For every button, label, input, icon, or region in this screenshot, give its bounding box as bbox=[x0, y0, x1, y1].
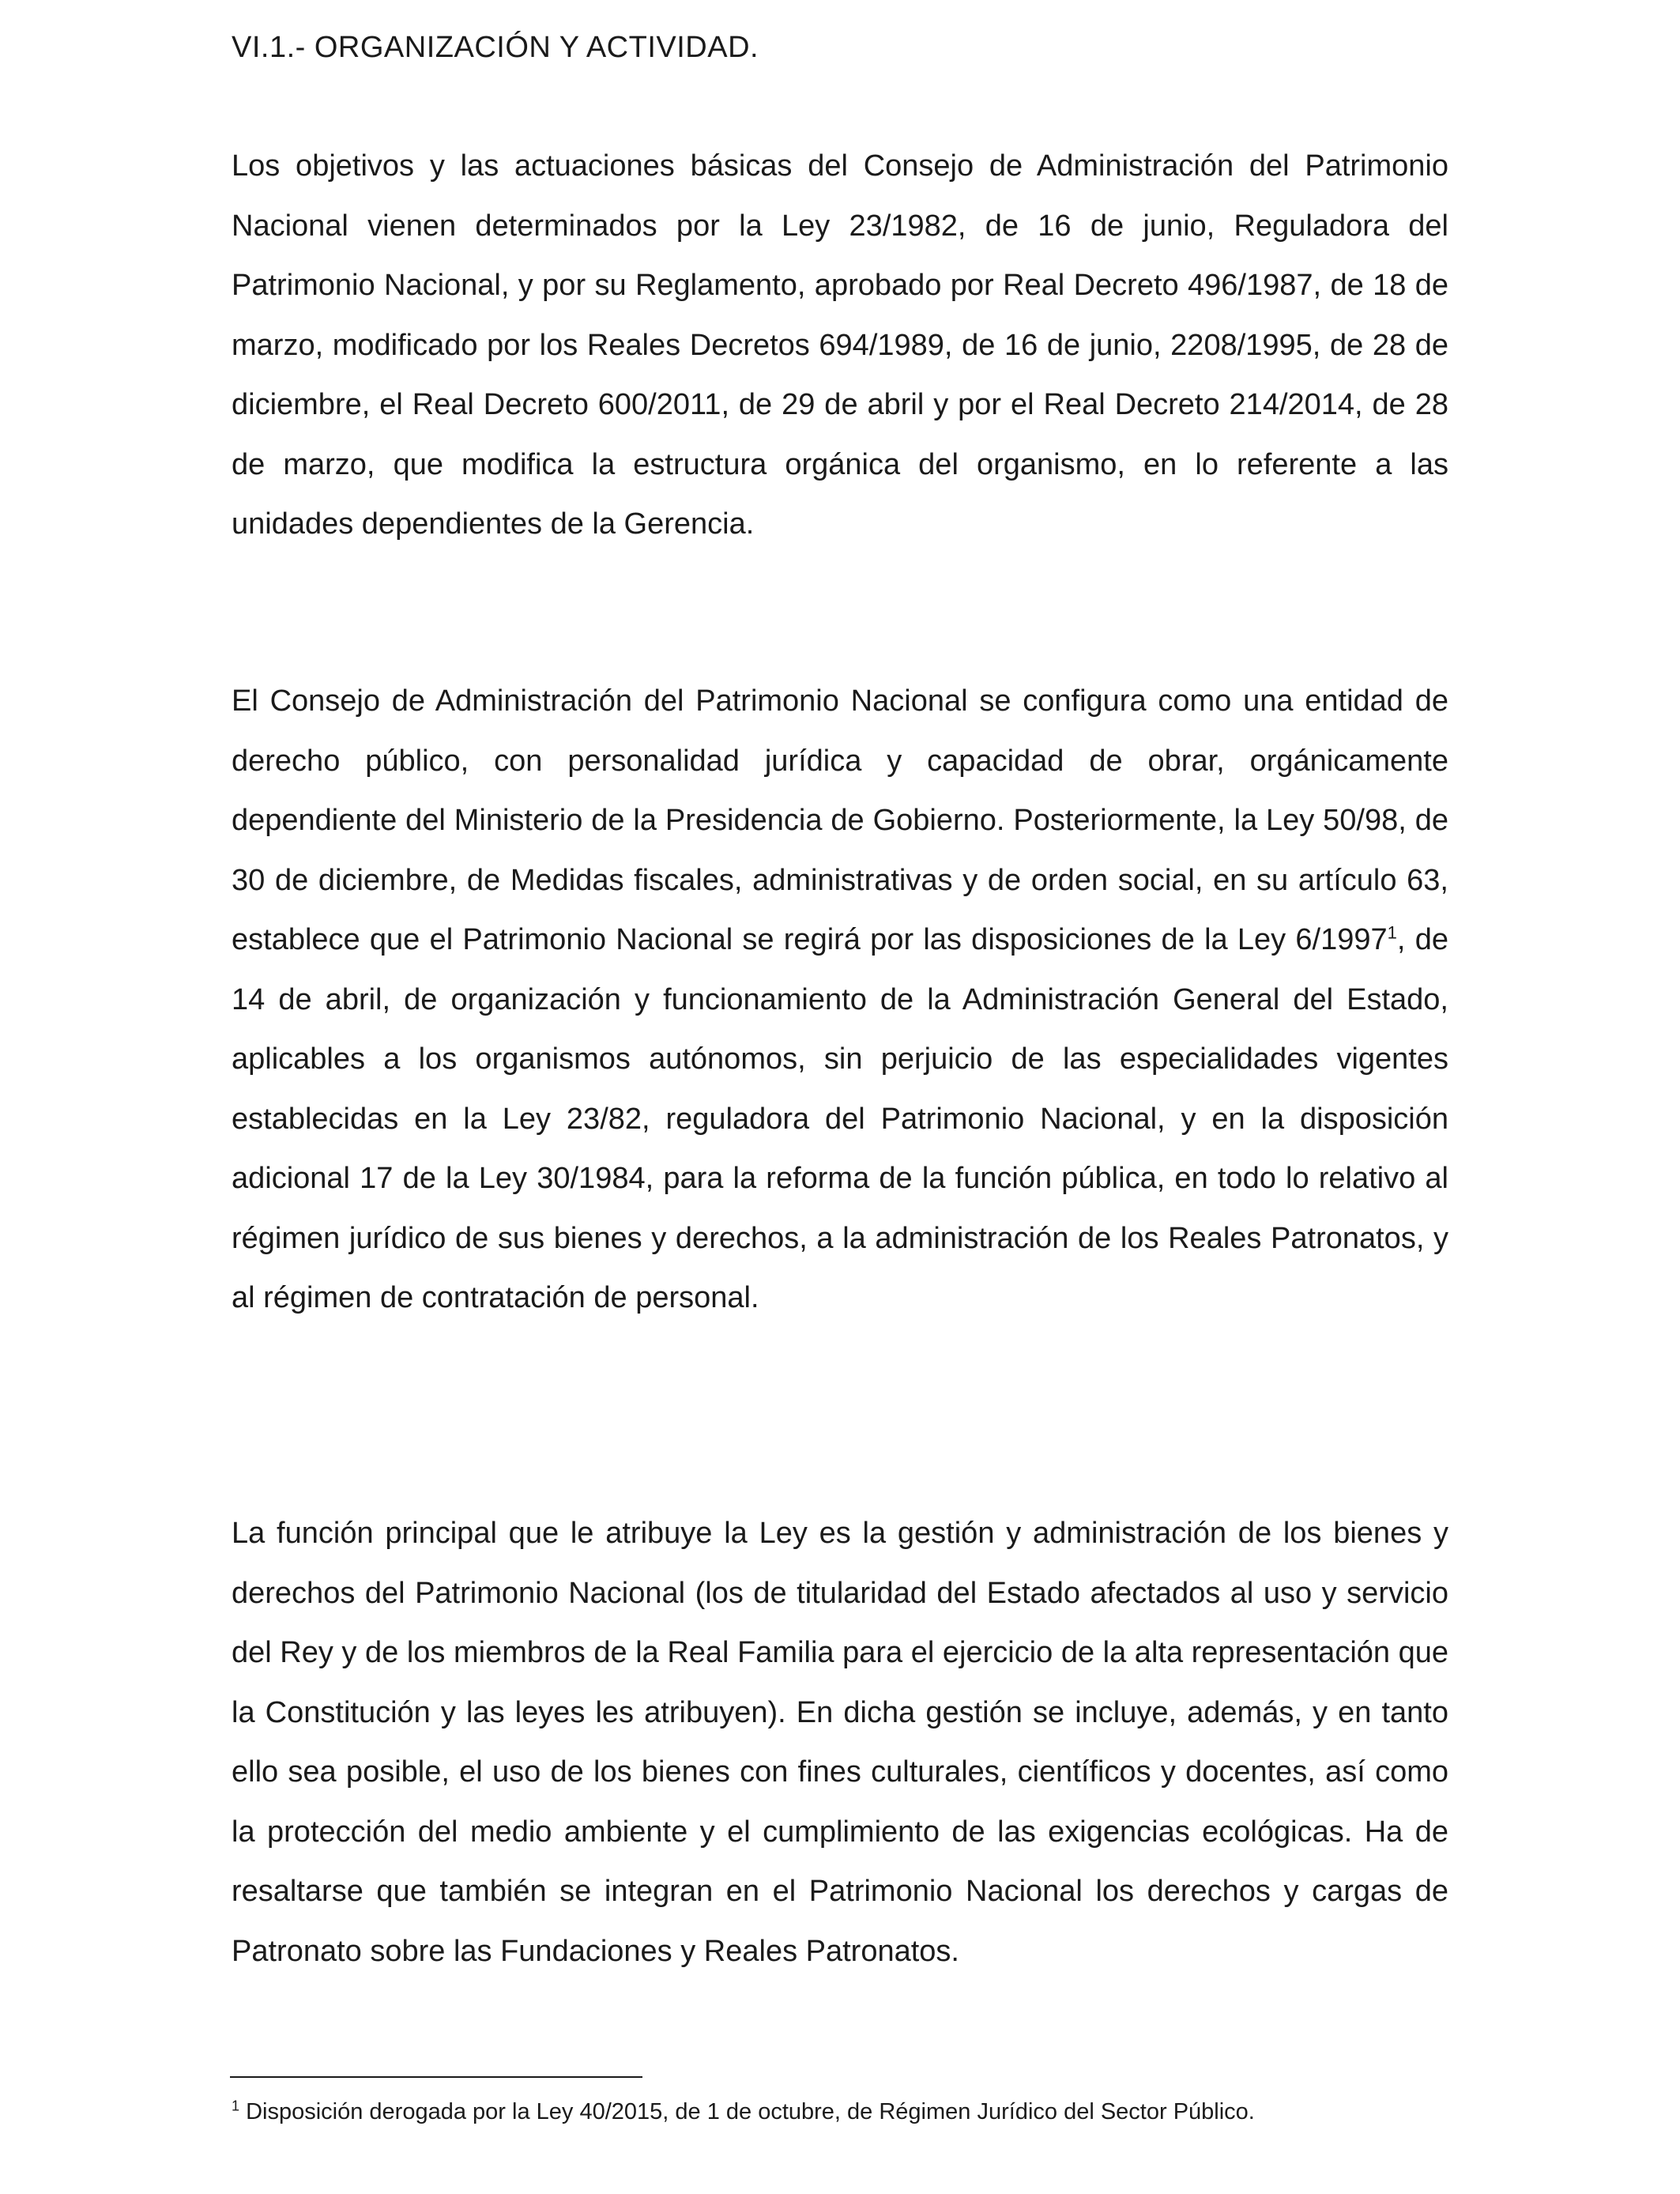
section-heading: VI.1.- ORGANIZACIÓN Y ACTIVIDAD. bbox=[232, 31, 759, 64]
footnote-reference[interactable]: 1 bbox=[1387, 922, 1397, 943]
footnote-text: Disposición derogada por la Ley 40/2015, de 1 de octubre, de Régimen Jurídico del Sector Público. bbox=[239, 2099, 1255, 2124]
footnote-divider bbox=[230, 2076, 642, 2078]
paragraph-2 bbox=[232, 672, 1448, 1329]
paragraph-2-text-a: El Consejo de Administración del Patrimonio Nacional se configura como una entidad de derecho público, con personalidad jurídica y capacidad de obrar, orgánicamente dependiente del Ministerio de la Presidencia de Gobierno. Posteriormente, la Ley 50/98, de 30 de diciembre, de Medidas fiscales, administrativas y de orden social, en su artículo 63, establece que el Patrimonio Nacional se regirá por las disposiciones de la Ley 6/1997 bbox=[232, 684, 1448, 956]
paragraph-1: Los objetivos y las actuaciones básicas del Consejo de Administración del Patrimonio Nacional vienen determinados por la Ley 23/1982, de 16 de junio, Reguladora del Patrimonio Nacional, y por su Reglamento, aprobado por Real Decreto 496/1987, de 18 de marzo, modificado por los Reales Decretos 694/1989, de 16 de junio, 2208/1995, de 28 de diciembre, el Real Decreto 600/2011, de 29 de abril y por el Real Decreto 214/2014, de 28 de marzo, que modifica la estructura orgánica del organismo, en lo referente a las unidades dependientes de la Gerencia. bbox=[232, 149, 1448, 541]
paragraph-3: La función principal que le atribuye la Ley es la gestión y administración de los bienes y derechos del Patrimonio Nacional (los de titularidad del Estado afectados al uso y servicio del Rey y de los miembros de la Real Familia para el ejercicio de la alta representación que la Constitución y las leyes les atribuyen). En dicha gestión se incluye, además, y en tanto ello sea posible, el uso de los bienes con fines culturales, científicos y docentes, así como la protección del medio ambiente y el cumplimiento de las exigencias ecológicas. Ha de resaltarse que también se integran en el Patrimonio Nacional los derechos y cargas de Patronato sobre las Fundaciones y Reales Patronatos. bbox=[232, 1517, 1448, 1968]
paragraph-2-text-b: , de 14 de abril, de organización y funcionamiento de la Administración General del Estado, aplicables a los organismos autónomos, sin perjuicio de las especialidades vigentes establecidas en la Ley 23/82, reguladora del Patrimonio Nacional, y en la disposición adicional 17 de la Ley 30/1984, para la reforma de la función pública, en todo lo relativo al régimen jurídico de sus bienes y derechos, a la administración de los Reales Patronatos, y al régimen de contratación de personal. bbox=[232, 923, 1448, 1314]
footnote bbox=[232, 2096, 1255, 2128]
footnote-marker: 1 bbox=[232, 2098, 240, 2114]
